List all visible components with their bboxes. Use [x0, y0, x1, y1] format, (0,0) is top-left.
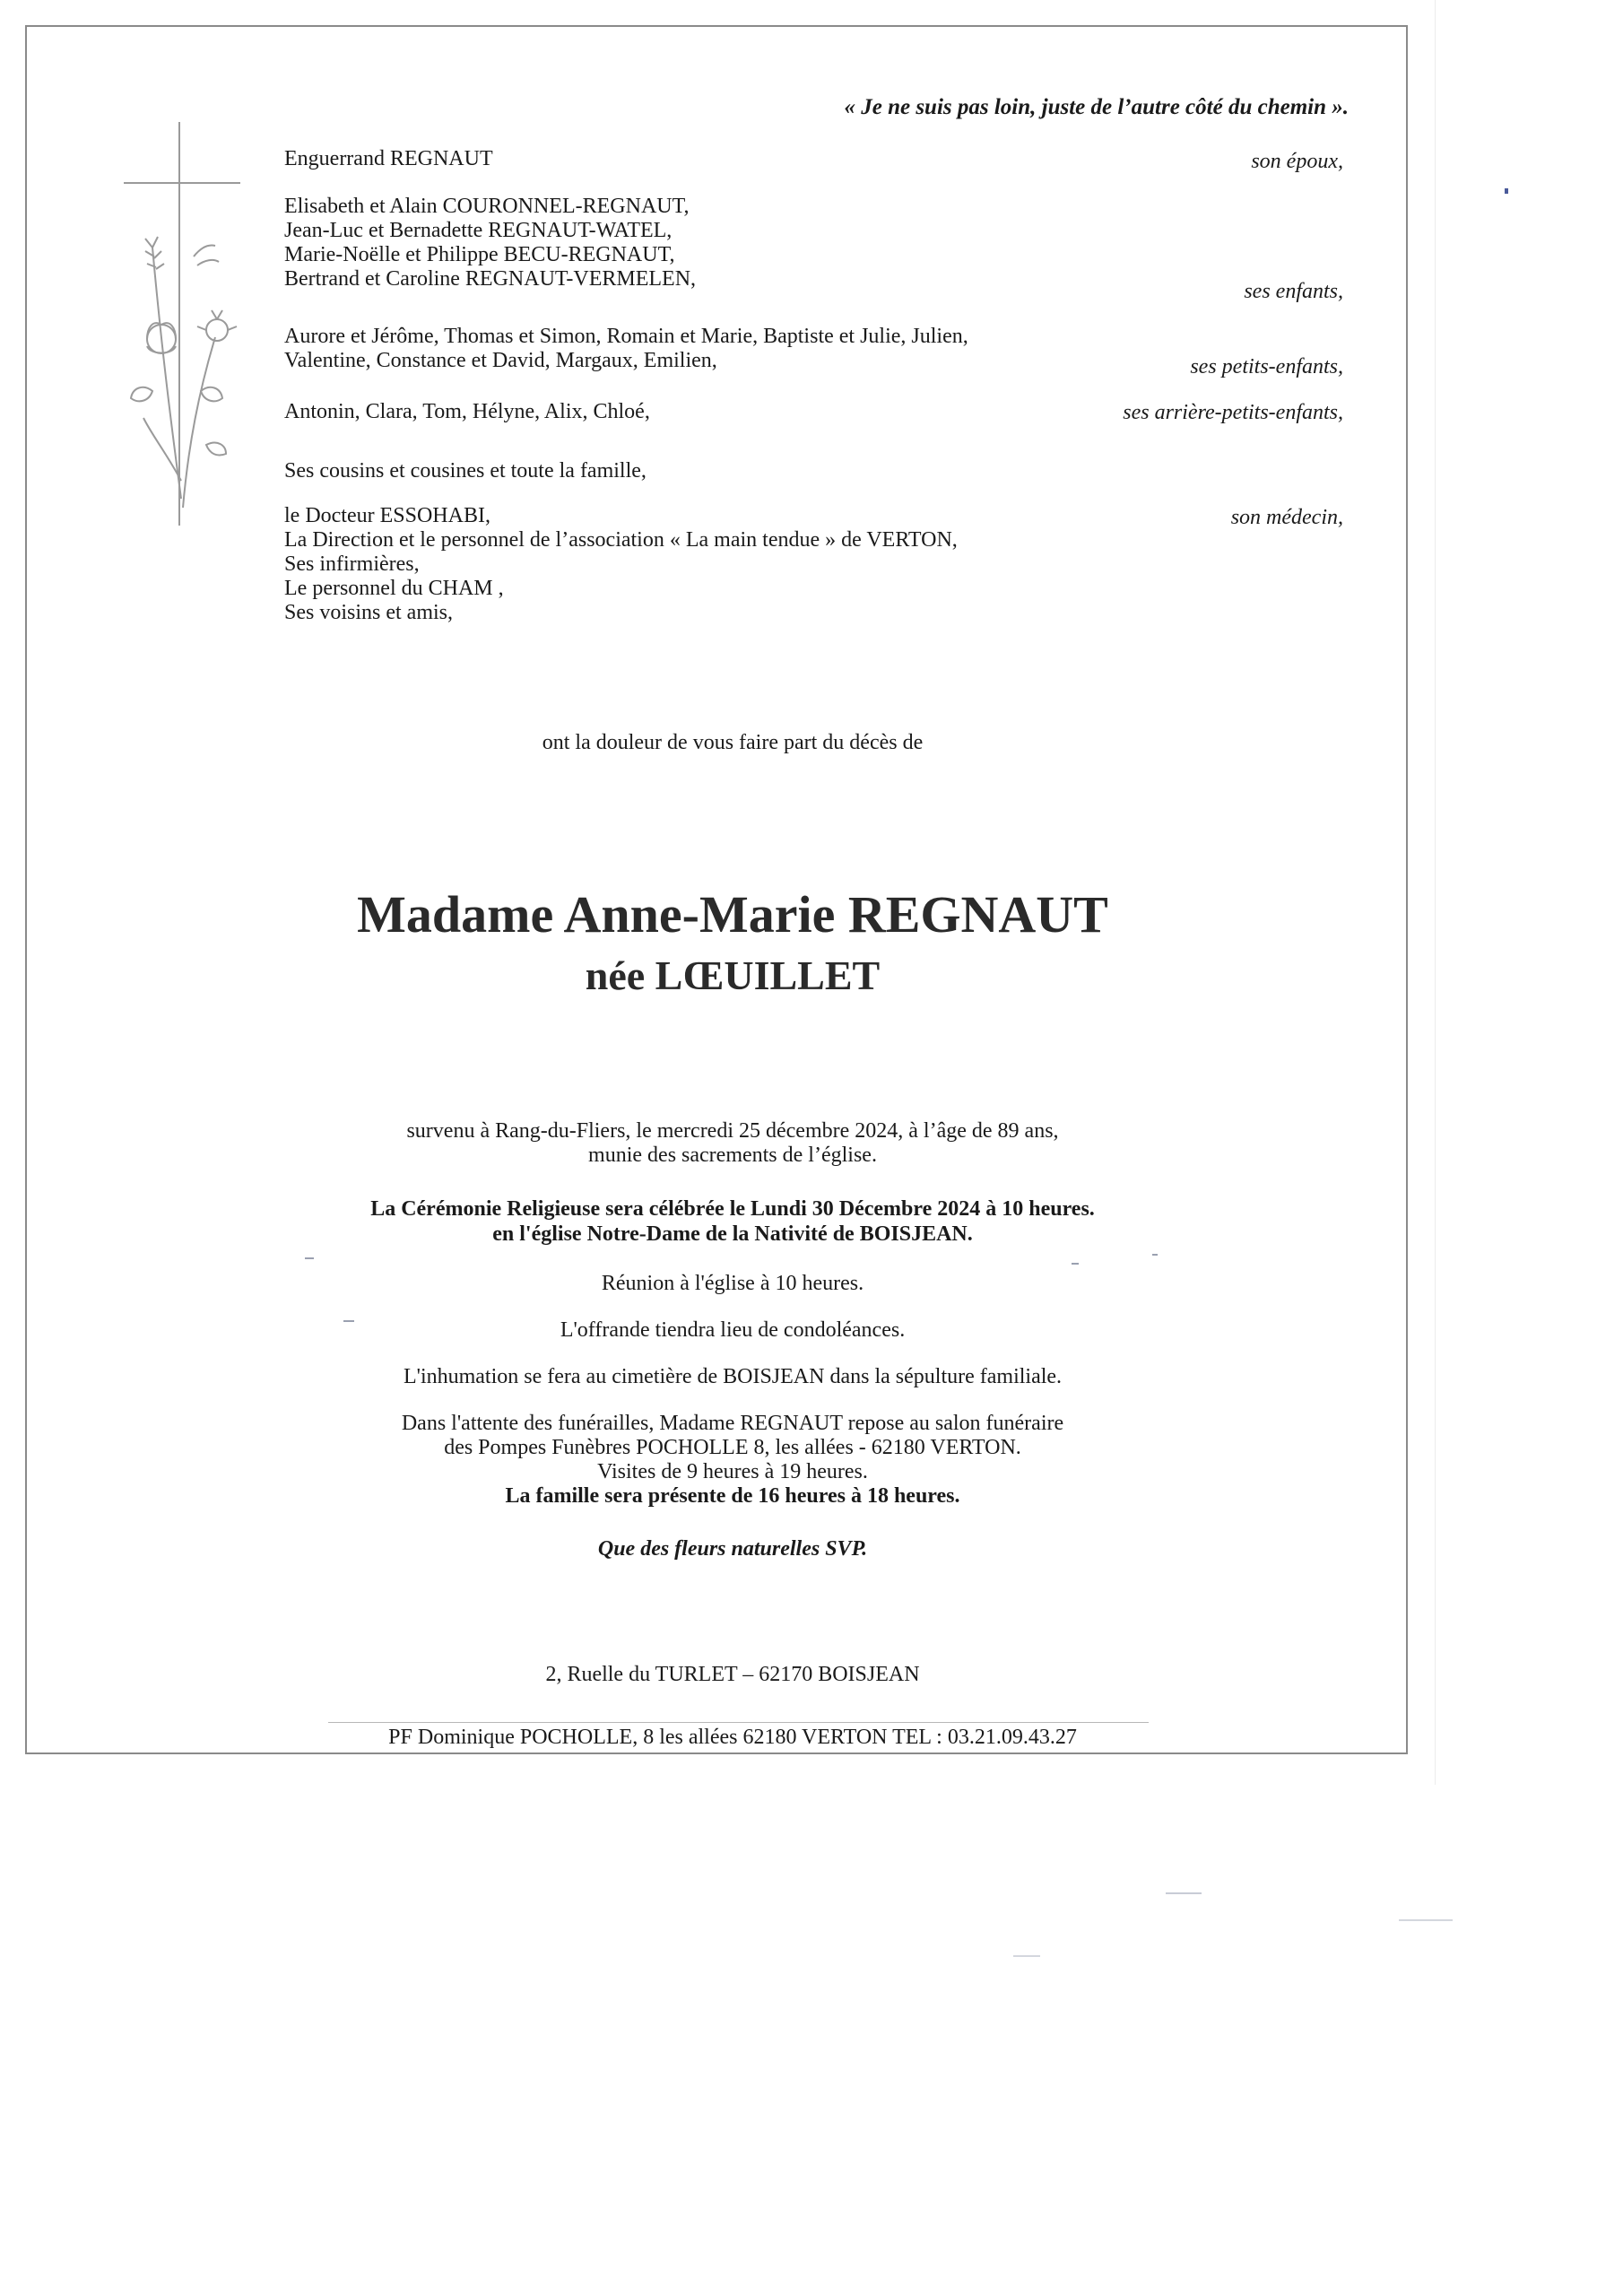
funeral-home-line: Dans l'attente des funérailles, Madame REGNAUT repose au salon funéraire: [401, 1412, 1064, 1435]
deceased-name: Madame Anne-Marie REGNAUT: [357, 885, 1108, 944]
relation-children: ses enfants,: [1244, 280, 1343, 303]
relation-doctor: son médecin,: [1230, 506, 1343, 529]
scan-speck: [1399, 1919, 1453, 1921]
family-children-line: Bertrand et Caroline REGNAUT-VERMELEN,: [284, 267, 697, 291]
deceased-maiden-name: née LŒUILLET: [585, 952, 881, 998]
flowers-line: Que des fleurs naturelles SVP.: [597, 1537, 868, 1561]
scan-speck: [1072, 1263, 1079, 1265]
family-grandchildren-line: Valentine, Constance et David, Margaux, Emilien,: [284, 349, 717, 372]
visits-line: Visites de 9 heures à 19 heures.: [597, 1460, 868, 1483]
family-others-line: Le personnel du CHAM ,: [284, 577, 504, 600]
address: 2, Ruelle du TURLET – 62170 BOISJEAN: [545, 1663, 920, 1686]
relation-great-grandchildren: ses arrière-petits-enfants,: [1123, 401, 1343, 424]
family-children-line: Jean-Luc et Bernadette REGNAUT-WATEL,: [284, 219, 673, 242]
funeral-director-footer: PF Dominique POCHOLLE, 8 les allées 62180 VERTON TEL : 03.21.09.43.27: [388, 1726, 1077, 1749]
scan-speck: [343, 1320, 354, 1322]
family-spouse-line: Enguerrand REGNAUT: [284, 147, 493, 170]
relation-grandchildren: ses petits-enfants,: [1190, 355, 1343, 378]
family-present-line: La famille sera présente de 16 heures à 18 heures.: [505, 1484, 960, 1508]
cross-with-flowers-icon: [117, 122, 287, 535]
death-details-line: survenu à Rang-du-Fliers, le mercredi 25 décembre 2024, à l’âge de 89 ans,: [406, 1119, 1059, 1143]
burial-line: L'inhumation se fera au cimetière de BOISJEAN dans la sépulture familiale.: [403, 1365, 1063, 1388]
ceremony-line: en l'église Notre-Dame de la Nativité de BOISJEAN.: [492, 1222, 973, 1246]
family-others-line: La Direction et le personnel de l’association « La main tendue » de VERTON,: [284, 528, 958, 552]
epigraph: « Je ne suis pas loin, juste de l’autre côté du chemin ».: [844, 95, 1349, 119]
footer-divider: [328, 1722, 1149, 1723]
meeting-line: Réunion à l'église à 10 heures.: [601, 1272, 864, 1295]
scan-speck: [1152, 1254, 1158, 1256]
funeral-home-line: des Pompes Funèbres POCHOLLE 8, les allées - 62180 VERTON.: [444, 1436, 1021, 1459]
family-others-line: Ses voisins et amis,: [284, 601, 454, 624]
family-children-line: Elisabeth et Alain COURONNEL-REGNAUT,: [284, 195, 690, 218]
scan-speck: [305, 1257, 314, 1259]
relation-spouse: son époux,: [1251, 150, 1343, 173]
family-great-grandchildren-line: Antonin, Clara, Tom, Hélyne, Alix, Chloé,: [284, 400, 650, 423]
scan-speck: [1505, 188, 1508, 194]
death-details-line: munie des sacrements de l’église.: [588, 1144, 877, 1167]
offering-line: L'offrande tiendra lieu de condoléances.: [560, 1318, 906, 1342]
family-cousins-line: Ses cousins et cousines et toute la famille,: [284, 459, 647, 483]
scan-speck: [1013, 1955, 1040, 1957]
family-children-line: Marie-Noëlle et Philippe BECU-REGNAUT,: [284, 243, 675, 266]
family-others-line: Ses infirmières,: [284, 552, 420, 576]
family-grandchildren-line: Aurore et Jérôme, Thomas et Simon, Romain et Marie, Baptiste et Julie, Julien,: [284, 325, 968, 348]
scan-speck: [1166, 1892, 1202, 1894]
ceremony-line: La Cérémonie Religieuse sera célébrée le Lundi 30 Décembre 2024 à 10 heures.: [370, 1197, 1095, 1221]
family-others-line: le Docteur ESSOHABI,: [284, 504, 490, 527]
announcement: ont la douleur de vous faire part du décès de: [542, 731, 924, 754]
